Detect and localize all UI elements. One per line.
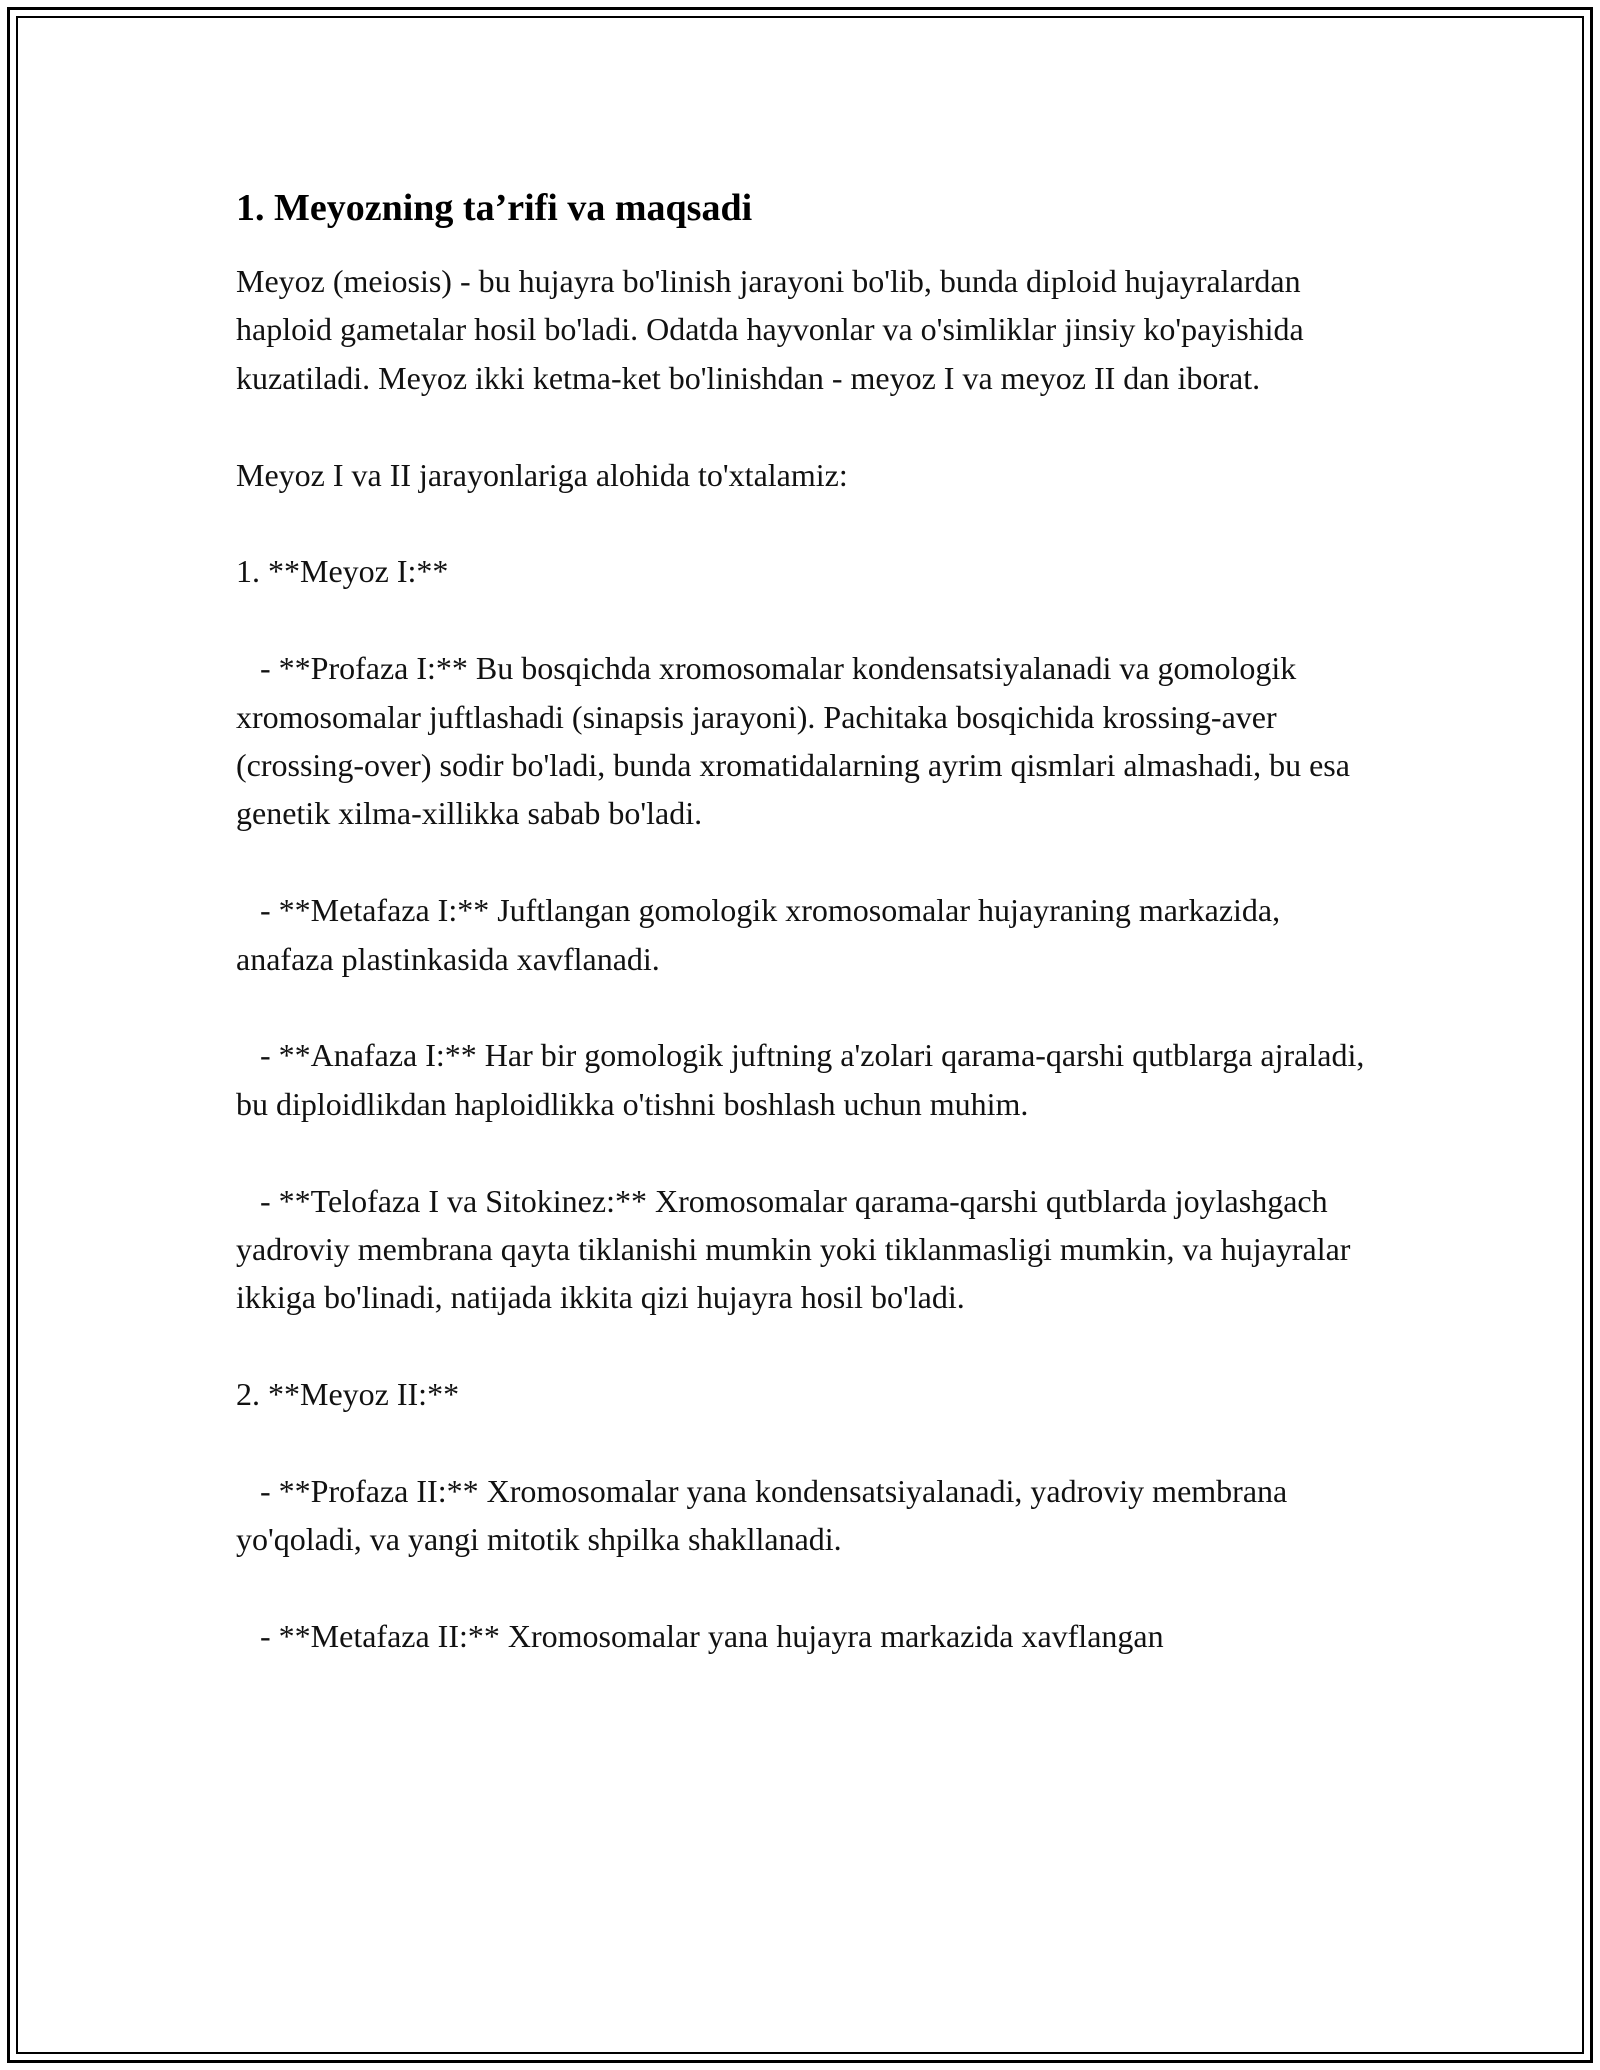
paragraph-gap	[236, 1322, 1366, 1370]
list-item-anafaza-1: - **Anafaza I:** Har bir gomologik juftning a'zolari qarama-qarshi qutblarga ajraladi, bu diploidlikdan haploidlikka o'tishni boshlash uchun muhim.	[236, 1037, 1373, 1122]
paragraph-intro: Meyoz I va II jarayonlariga alohida to'xtalamiz:	[236, 456, 848, 493]
list-item-meyoz-1: 1. **Meyoz I:**	[236, 553, 449, 590]
paragraph-gap	[236, 499, 1366, 547]
paragraph-gap	[236, 596, 1366, 644]
paragraph-definition: Meyoz (meiosis) - bu hujayra bo'linish jarayoni bo'lib, bunda diploid hujayralardan haploid gametalar hosil bo'ladi. Odatda hayvonlar va o'simliklar jinsiy ko'payishida kuzatiladi. Meyoz ikki ketma-ket bo'linishdan - meyoz I va meyoz II dan iborat.	[236, 263, 1312, 396]
list-item-metafaza-2: - **Metafaza II:** Xromosomalar yana hujayra markazida xavflangan	[236, 1618, 1164, 1655]
list-item-meyoz-2: 2. **Meyoz II:**	[236, 1376, 460, 1413]
paragraph-gap	[236, 983, 1366, 1031]
document-body	[236, 184, 1373, 1661]
list-item-telofaza-1: - **Telofaza I va Sitokinez:** Xromosomalar qarama-qarshi qutblarda joylashgach yadroviy membrana qayta tiklanishi mumkin yoki tiklanmasligi mumkin, va hujayralar ikkiga bo'linadi, natijada ikkita qizi hujayra hosil bo'ladi.	[236, 1182, 1359, 1316]
list-item-profaza-2: - **Profaza II:** Xromosomalar yana kondensatsiyalanadi, yadroviy membrana yo'qoladi, va yangi mitotik shpilka shakllanadi.	[236, 1473, 1296, 1558]
paragraph-gap	[236, 402, 1366, 450]
paragraph-gap	[236, 838, 1366, 886]
list-item-profaza-1: - **Profaza I:** Bu bosqichda xromosomalar kondensatsiyalanadi va gomologik xromosomalar juftlashadi (sinapsis jarayoni). Pachitaka bosqichida krossing-aver (crossing-over) sodir bo'ladi, bunda xromatidalarning ayrim qismlari almashadi, bu esa genetik xilma-xillikka sabab bo'ladi.	[236, 650, 1358, 832]
section-heading: 1. Meyozning ta’rifi va maqsadi	[236, 187, 753, 229]
paragraph-gap	[236, 1564, 1366, 1612]
list-item-metafaza-1: - **Metafaza I:** Juftlangan gomologik xromosomalar hujayraning markazida, anafaza plastinkasida xavflanadi.	[236, 892, 1289, 977]
paragraph-gap	[236, 1128, 1366, 1176]
paragraph-gap	[236, 1419, 1366, 1467]
